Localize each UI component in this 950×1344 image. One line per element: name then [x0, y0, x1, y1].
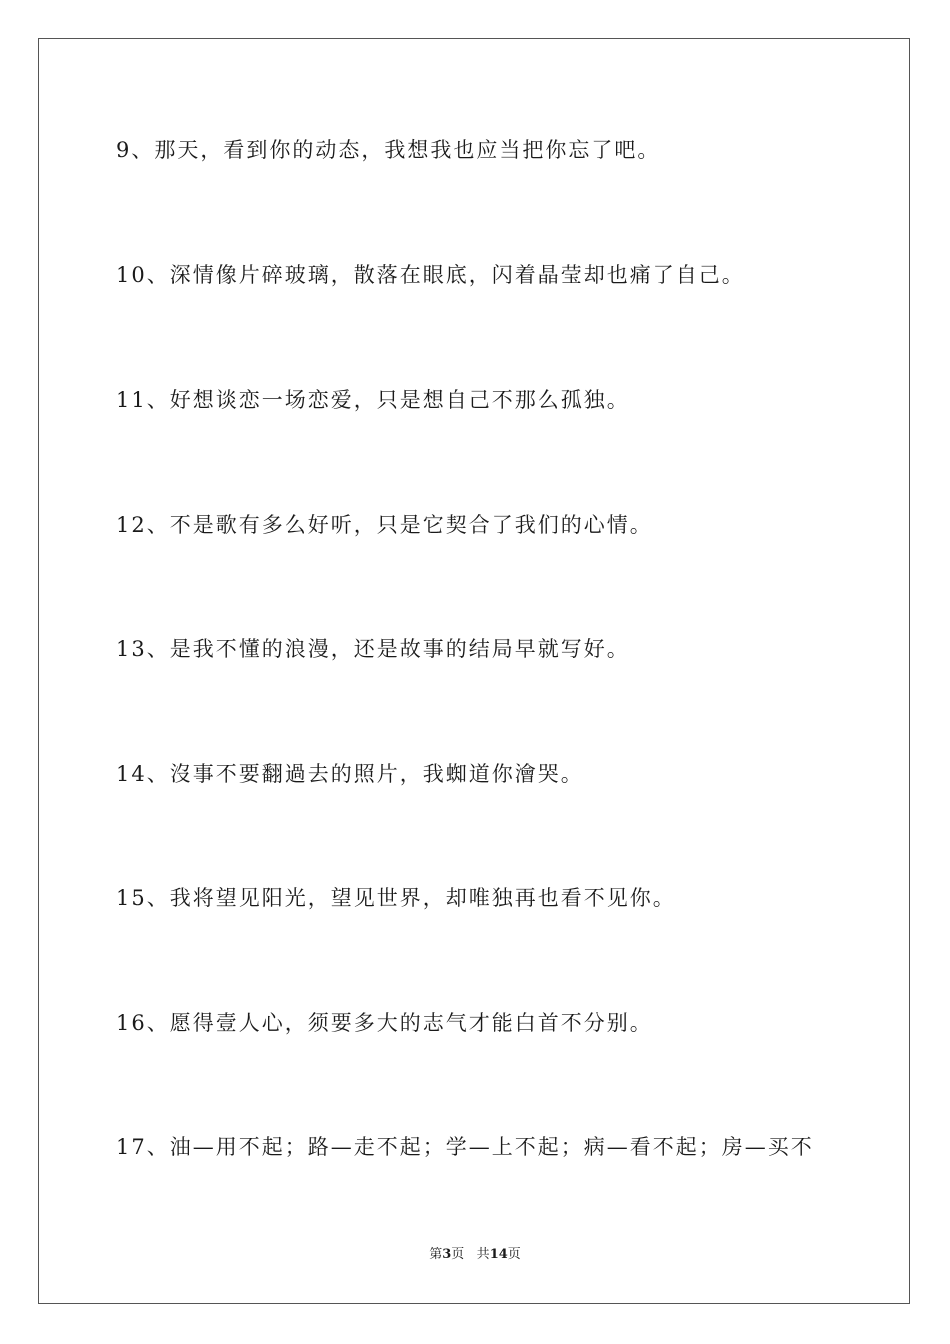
page-prefix: 第	[429, 1247, 443, 1262]
total-pages: 14	[489, 1247, 508, 1262]
text-line-17: 17、油—用不起；路—走不起；学—上不起；病—看不起；房—买不	[116, 1135, 814, 1159]
text-line-11: 11、好想谈恋一场恋爱，只是想自己不那么孤独。	[116, 388, 630, 412]
page-suffix: 页	[451, 1247, 465, 1262]
text-line-15: 15、我将望见阳光，望见世界，却唯独再也看不见你。	[116, 886, 676, 910]
text-line-10: 10、深情像片碎玻璃，散落在眼底，闪着晶莹却也痛了自己。	[116, 263, 745, 287]
text-line-14: 14、沒事不要翻過去的照片，我蜘道你澮哭。	[116, 762, 584, 786]
total-prefix: 共	[476, 1247, 490, 1262]
page-footer	[0, 1246, 950, 1264]
text-line-16: 16、愿得壹人心，须要多大的志气才能白首不分别。	[116, 1011, 653, 1035]
total-suffix: 页	[507, 1247, 521, 1262]
text-line-9: 9、那天，看到你的动态，我想我也应当把你忘了吧。	[116, 138, 661, 162]
text-line-13: 13、是我不懂的浪漫，还是故事的结局早就写好。	[116, 637, 630, 661]
text-line-12: 12、不是歌有多么好听，只是它契合了我们的心情。	[116, 513, 653, 537]
page-border	[38, 38, 910, 1304]
page-number: 3	[442, 1247, 452, 1262]
